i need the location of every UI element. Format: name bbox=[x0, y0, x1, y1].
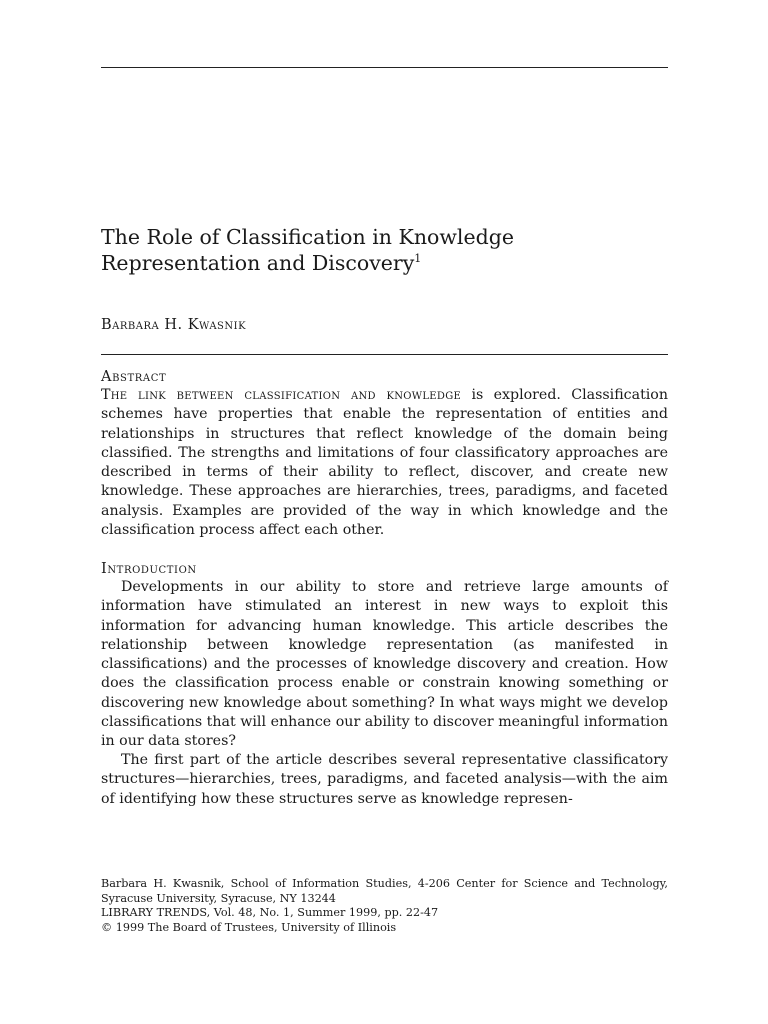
title-line-1: The Role of Classification in Knowledge bbox=[101, 225, 514, 249]
footnote-journal: LIBRARY TRENDS, Vol. 48, No. 1, Summer 1999, pp. 22-47 bbox=[101, 906, 439, 920]
author-name: Barbara H. Kwasnik bbox=[101, 317, 247, 333]
footnote-affiliation: Barbara H. Kwasnik, School of Information Studies, 4-206 Center for Science and Technology, Syracuse University, Syracuse, NY 13244 bbox=[101, 877, 668, 905]
abstract-text: is explored. Classification schemes have properties that enable the representation of entities and relationships in structures that reflect knowledge of the domain being classified. The strengths and limitations of four classificatory approaches are described in terms of their ability to reflect, discover, and create new knowledge. These approaches are hierarchies, trees, paradigms, and faceted analysis. Examples are provided of the way in which knowledge and the classification process affect each other. bbox=[101, 387, 668, 538]
title-line-2: Representation and Discovery bbox=[101, 251, 415, 275]
abstract-lead: The link between classification and knowledge bbox=[101, 387, 462, 403]
footnote-copyright: © 1999 The Board of Trustees, University of Illinois bbox=[101, 920, 397, 934]
author-rule bbox=[101, 354, 668, 355]
introduction-paragraph-2: The first part of the article describes several representative classificatory structures—hierarchies, trees, paradigms, and faceted analysis—with the aim of identifying how these structures serve as knowledge represen- bbox=[101, 752, 668, 807]
footnote bbox=[101, 877, 668, 935]
article-title bbox=[101, 224, 661, 276]
abstract-paragraph bbox=[101, 386, 668, 540]
introduction-heading: Introduction bbox=[101, 561, 197, 577]
footnote-marker: 1 bbox=[414, 252, 422, 266]
introduction-paragraph-1: Developments in our ability to store and retrieve large amounts of information have stimulated an interest in new ways to exploit this information for advancing human knowledge. This article describes the relationship between knowledge representation (as manifested in classifications) and the processes of knowledge discovery and creation. How does the classification process enable or constrain knowing something or discovering new knowledge about something? In what ways might we develop classifications that will enhance our ability to discover meaningful information in our data stores? bbox=[101, 579, 668, 749]
abstract-heading: Abstract bbox=[101, 369, 167, 385]
top-rule bbox=[101, 67, 668, 68]
